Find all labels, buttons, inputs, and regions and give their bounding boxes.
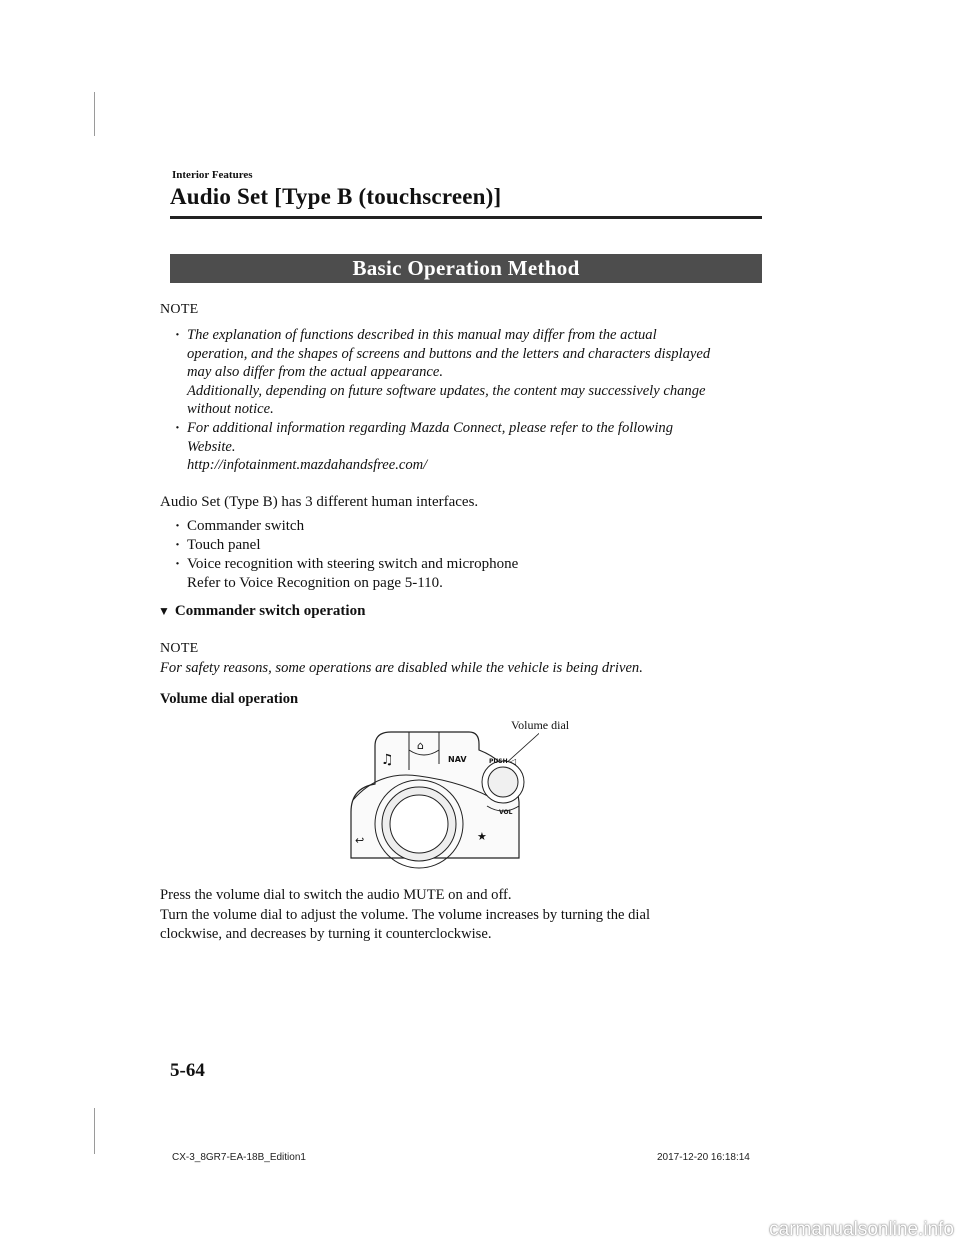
page-reference: Refer to Voice Recognition on page 5-110. bbox=[187, 575, 443, 591]
paragraph bbox=[160, 886, 760, 945]
music-icon: ♫ bbox=[381, 752, 394, 768]
list-item bbox=[172, 555, 772, 593]
interface-list bbox=[172, 517, 772, 593]
note-list bbox=[172, 326, 772, 475]
list-item bbox=[172, 536, 772, 555]
diagram-callout: Volume dial bbox=[511, 718, 570, 732]
subheading-text: Commander switch operation bbox=[174, 603, 366, 619]
commander-switch-diagram bbox=[339, 730, 539, 870]
callout-leader bbox=[503, 730, 539, 766]
mute-icon: ◁ bbox=[510, 757, 517, 766]
footer-document-id: CX-3_8GR7-EA-18B_Edition1 bbox=[172, 1152, 306, 1163]
note-line: operation, and the shapes of screens and buttons and the letters and characters displayed bbox=[187, 345, 711, 362]
triangle-marker-icon: ▼ bbox=[158, 604, 170, 618]
section-banner: Basic Operation Method bbox=[170, 254, 762, 283]
crop-mark-bottom bbox=[94, 1108, 95, 1154]
page-title: Audio Set [Type B (touchscreen)] bbox=[170, 184, 502, 209]
note-line: without notice. bbox=[187, 401, 274, 418]
note-item bbox=[172, 419, 772, 475]
volume-heading: Volume dial operation bbox=[160, 691, 299, 707]
note-line: may also differ from the actual appearance. bbox=[187, 364, 444, 381]
commander-knob bbox=[390, 795, 448, 853]
back-icon: ↩ bbox=[355, 834, 365, 847]
note-label: NOTE bbox=[160, 302, 199, 317]
title-rule bbox=[170, 216, 762, 219]
note-line: · The explanation of functions described in this manual may differ from the actual bbox=[187, 327, 657, 343]
safety-note: For safety reasons, some operations are disabled while the vehicle is being driven. bbox=[160, 660, 643, 676]
list-item-line: · Voice recognition with steering switch and microphone bbox=[187, 556, 519, 572]
section-label: Interior Features bbox=[172, 169, 253, 181]
volume-dial bbox=[488, 767, 518, 797]
website-url: http://infotainment.mazdahandsfree.com/ bbox=[187, 457, 428, 474]
nav-button-label: NAV bbox=[448, 755, 467, 764]
page-number: 5-64 bbox=[170, 1060, 205, 1081]
note-label-2: NOTE bbox=[160, 641, 199, 656]
vol-label: VOL bbox=[499, 809, 513, 816]
note-item bbox=[172, 326, 772, 419]
subheading bbox=[158, 603, 365, 620]
paragraph-line: Turn the volume dial to adjust the volume. The volume increases by turning the dial bbox=[160, 906, 651, 923]
list-item bbox=[172, 517, 772, 536]
paragraph-line: Press the volume dial to switch the audio MUTE on and off. bbox=[160, 887, 512, 903]
list-item-line: · Touch panel bbox=[187, 537, 261, 553]
paragraph-line: clockwise, and decreases by turning it counterclockwise. bbox=[160, 926, 492, 942]
watermark: carmanualsonline.info bbox=[769, 1219, 954, 1240]
footer-timestamp: 2017-12-20 16:18:14 bbox=[657, 1152, 750, 1163]
push-label: PUSH bbox=[489, 758, 508, 765]
crop-mark-top bbox=[94, 92, 95, 136]
list-item-line: · Commander switch bbox=[187, 518, 305, 534]
home-icon: ⌂ bbox=[417, 739, 424, 752]
note-line: Additionally, depending on future software updates, the content may successively change bbox=[187, 382, 706, 399]
note-line: Website. bbox=[187, 438, 236, 455]
favorite-icon: ★ bbox=[477, 830, 487, 843]
note-line: · For additional information regarding Mazda Connect, please refer to the following bbox=[187, 419, 674, 436]
intro-text: Audio Set (Type B) has 3 different human interfaces. bbox=[160, 494, 479, 510]
